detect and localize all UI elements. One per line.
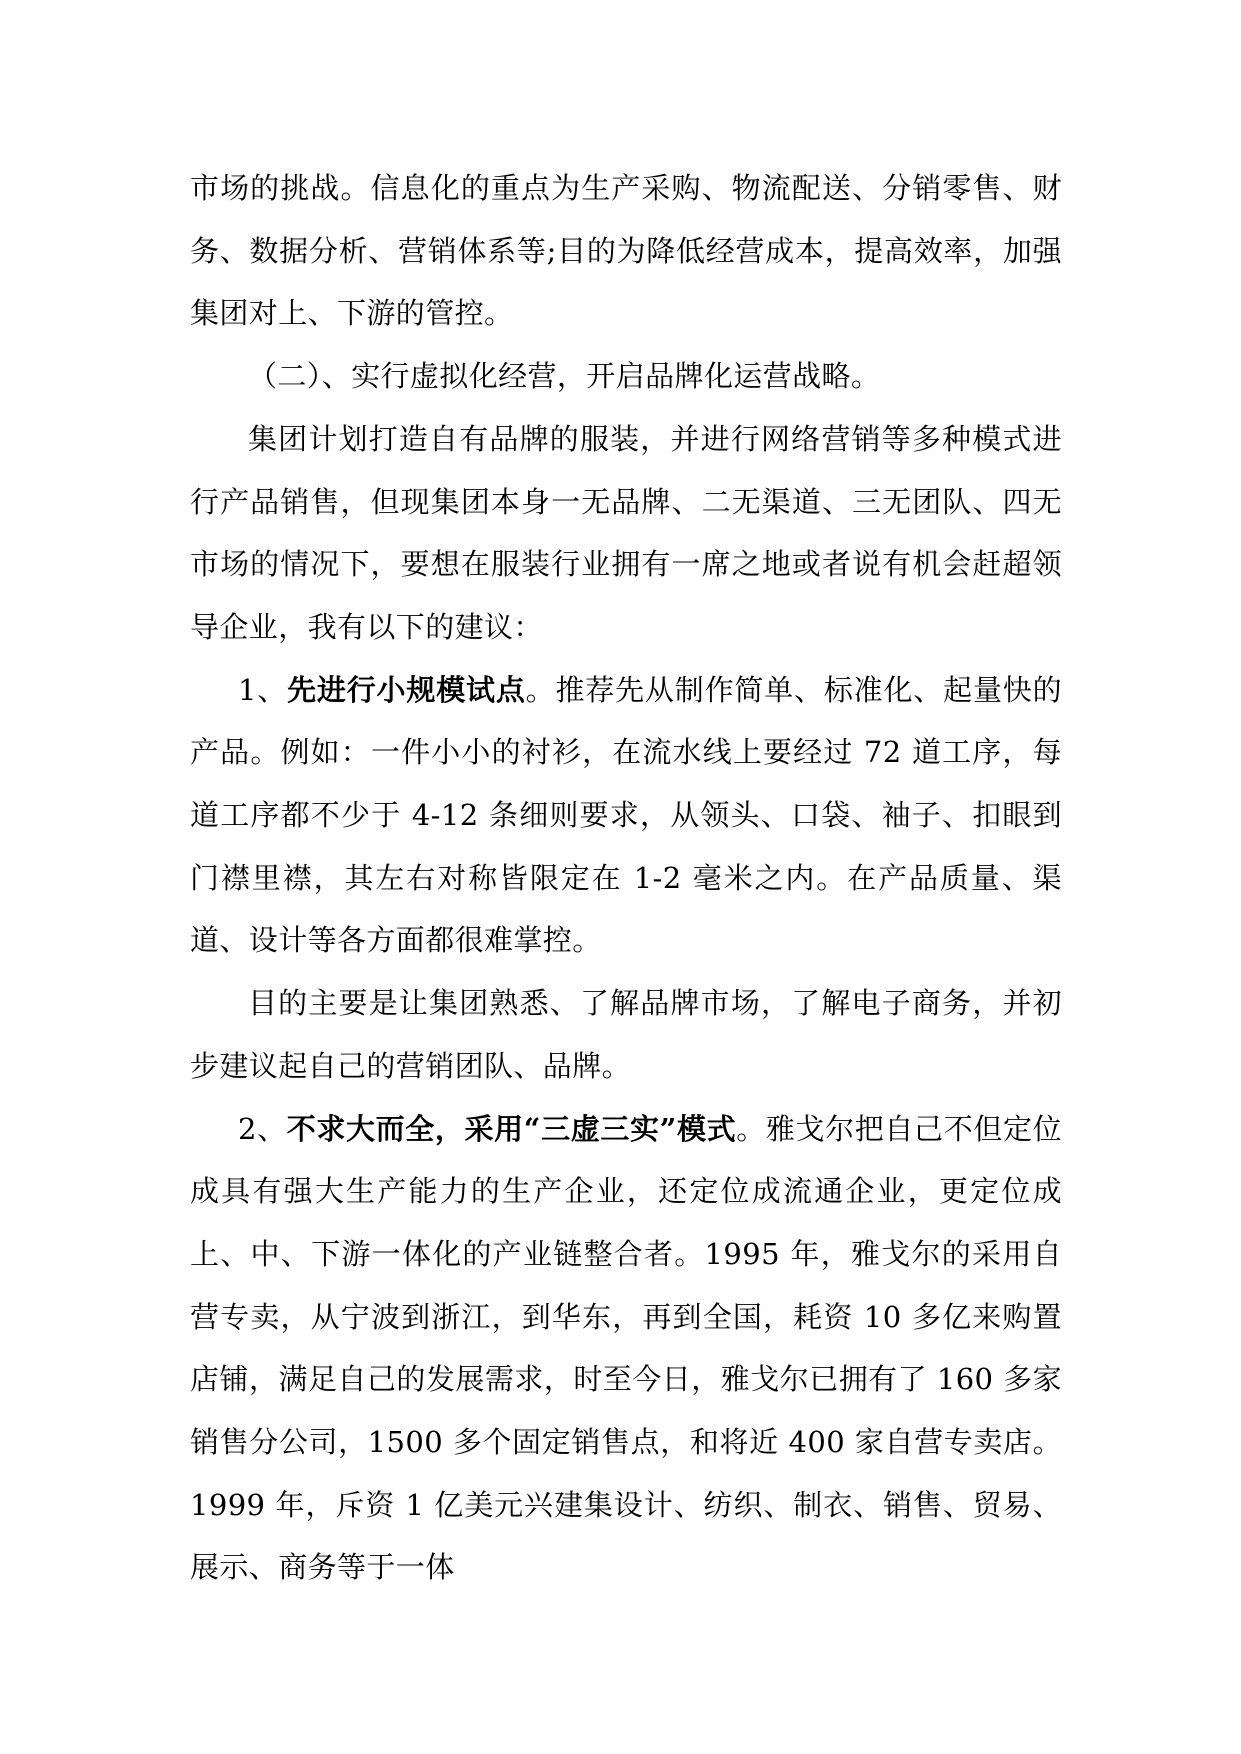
suggestion-1-text: 。推荐先从制作简单、标准化、起量快的产品。例如：一件小小的衬衫，在流水线上要经过 72 道工序，每道工序都不少于 4-12 条细则要求，从领头、口袋、袖子、扣眼到门襟里襟，其左右对称皆限定在 1-2 毫米之内。在产品质量、渠道、设计等各方面都很难掌控。: [190, 672, 1062, 958]
suggestion-2-text: 。雅戈尔把自己不但定位成具有强大生产能力的生产企业，还定位成流通企业，更定位成上、中、下游一体化的产业链整合者。1995 年，雅戈尔的采用自营专卖，从宁波到浙江，到华东，再到全国，耗资 10 多亿来购置店铺，满足自己的发展需求，时至今日，雅戈尔已拥有了 160 多家销售分公司，1500 多个固定销售点，和将近 400 家自营专卖店。1999 年，斥资 1 亿美元兴建集设计、纺织、制衣、销售、贸易、展示、商务等于一体: [190, 1111, 1062, 1585]
suggestion-1-number: 1、: [238, 672, 288, 707]
paragraph-suggestion-1: [190, 659, 1062, 973]
paragraph-informatization: 市场的挑战。信息化的重点为生产采购、物流配送、分销零售、财务、数据分析、营销体系等;目的为降低经营成本，提高效率，加强集团对上、下游的管控。: [190, 171, 1062, 331]
document-body: [190, 157, 1062, 1599]
suggestion-1-title: 先进行小规模试点: [287, 672, 526, 707]
paragraph-suggestion-2: [190, 1098, 1062, 1600]
paragraph-purpose: 目的主要是让集团熟悉、了解品牌市场，了解电子商务，并初步建议起自己的营销团队、品牌。: [190, 986, 1062, 1083]
suggestion-2-number: 2、: [238, 1111, 287, 1146]
suggestion-2-title: 不求大而全，采用“三虚三实”模式: [286, 1111, 737, 1146]
section-heading-virtual-operation: （二）、实行虚拟化经营，开启品牌化运营战略。: [248, 359, 881, 394]
paragraph-brand-plan: 集团计划打造自有品牌的服装，并进行网络营销等多种模式进行产品销售，但现集团本身一无品牌、二无渠道、三无团队、四无市场的情况下，要想在服装行业拥有一席之地或者说有机会赶超领导企业，我有以下的建议：: [190, 421, 1062, 644]
